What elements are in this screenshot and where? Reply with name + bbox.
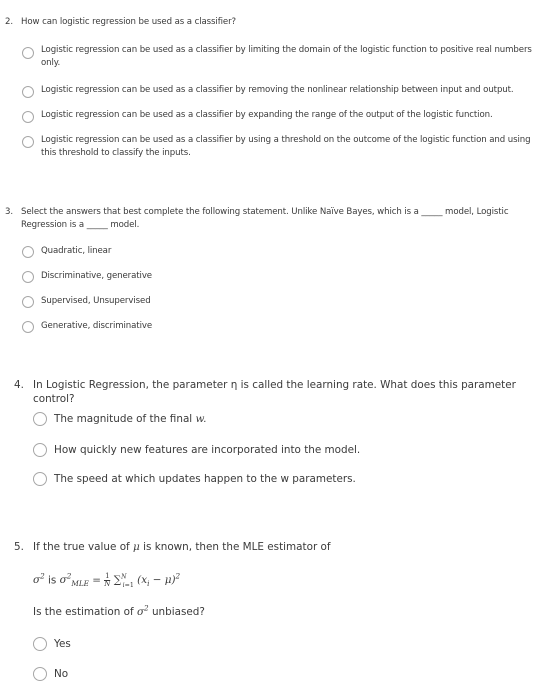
q4-number: 4. xyxy=(14,379,24,391)
q5-question2-post: unbiased? xyxy=(151,606,205,618)
q3-option-4-text: Generative, discriminative xyxy=(41,321,153,331)
q5-formula xyxy=(33,571,180,593)
q4-option-1-text xyxy=(54,412,206,426)
q4-option-2-radio[interactable] xyxy=(33,443,47,457)
q2-option-1-radio[interactable] xyxy=(22,47,34,59)
q4-option-1-math: w. xyxy=(195,413,207,425)
q5-option-yes-text: Yes xyxy=(54,638,71,650)
q2-option-1-text xyxy=(41,44,551,70)
q5-equals: = xyxy=(92,574,101,587)
q4-option-3-radio[interactable] xyxy=(33,472,47,486)
q2-number: 2. xyxy=(5,17,13,27)
q4-option-1-radio[interactable] xyxy=(33,412,47,426)
q3-question xyxy=(21,206,551,232)
q4-option-2-text: How quickly new features are incorporated into the model. xyxy=(54,444,361,456)
q5-sum: ∑$^N_{i=1}$ xyxy=(113,574,134,589)
q5-number: 5. xyxy=(14,541,24,553)
q5-question-pre: If the true value of xyxy=(33,541,130,553)
q5-question2 xyxy=(33,605,205,619)
q5-mu: μ xyxy=(133,541,140,553)
q2-option-1-line1: Logistic regression can be used as a classifier by limiting the domain of the logistic function to positive real numbers xyxy=(41,45,532,55)
q5-option-no-text: No xyxy=(54,668,69,680)
q2-option-4-radio[interactable] xyxy=(22,136,34,148)
q5-sigma-squared-2: $\sigma^2$ xyxy=(136,603,149,618)
q3-option-1-radio[interactable] xyxy=(22,246,34,258)
q4-option-3-text: The speed at which updates happen to the w parameters. xyxy=(54,473,356,485)
q5-question xyxy=(33,540,331,554)
q2-option-1-line2: only. xyxy=(41,58,61,68)
q5-question2-pre: Is the estimation of xyxy=(33,606,134,618)
q3-question-line2: Regression is a _____ model. xyxy=(21,220,140,230)
q3-option-3-radio[interactable] xyxy=(22,296,34,308)
q5-question-post: is known, then the MLE estimator of xyxy=(143,541,331,553)
q2-option-4-text xyxy=(41,134,551,160)
q3-option-2-radio[interactable] xyxy=(22,271,34,283)
q5-sigma-squared: $\sigma^2$ xyxy=(33,572,45,587)
q5-sum-term: $(x_i - \mu)^2$ xyxy=(137,572,181,589)
q5-formula-is: is xyxy=(48,574,57,587)
q3-option-4-radio[interactable] xyxy=(22,321,34,333)
q2-option-2-radio[interactable] xyxy=(22,86,34,98)
q3-option-2-text: Discriminative, generative xyxy=(41,271,152,281)
q2-option-2-text: Logistic regression can be used as a classifier by removing the nonlinear relationship between input and output. xyxy=(41,85,514,95)
q5-mle-expression: $\sigma^2_{MLE}$ xyxy=(59,572,89,589)
q5-option-yes-radio[interactable] xyxy=(33,637,47,651)
q2-option-3-text: Logistic regression can be used as a classifier by expanding the range of the output of the logistic function. xyxy=(41,110,493,120)
q3-option-3-text: Supervised, Unsupervised xyxy=(41,296,151,306)
q4-option-1-label: The magnitude of the final xyxy=(54,413,193,425)
q3-option-1-text: Quadratic, linear xyxy=(41,246,112,256)
q5-fraction: $\frac{1}{N}$ xyxy=(104,571,111,588)
q4-question: In Logistic Regression, the parameter η is called the learning rate. What does this parameter control? xyxy=(33,379,516,405)
q2-option-3-radio[interactable] xyxy=(22,111,34,123)
q5-option-no-radio[interactable] xyxy=(33,667,47,681)
q3-question-line1: Select the answers that best complete the following statement. Unlike Naïve Bayes, which is a _____ model, Logistic xyxy=(21,207,509,217)
q3-number: 3. xyxy=(5,207,13,217)
q2-option-4-line1: Logistic regression can be used as a classifier by using a threshold on the outcome of the logistic function and using xyxy=(41,135,531,145)
q2-question: How can logistic regression be used as a classifier? xyxy=(21,17,236,27)
q2-option-4-line2: this threshold to classify the inputs. xyxy=(41,148,191,158)
